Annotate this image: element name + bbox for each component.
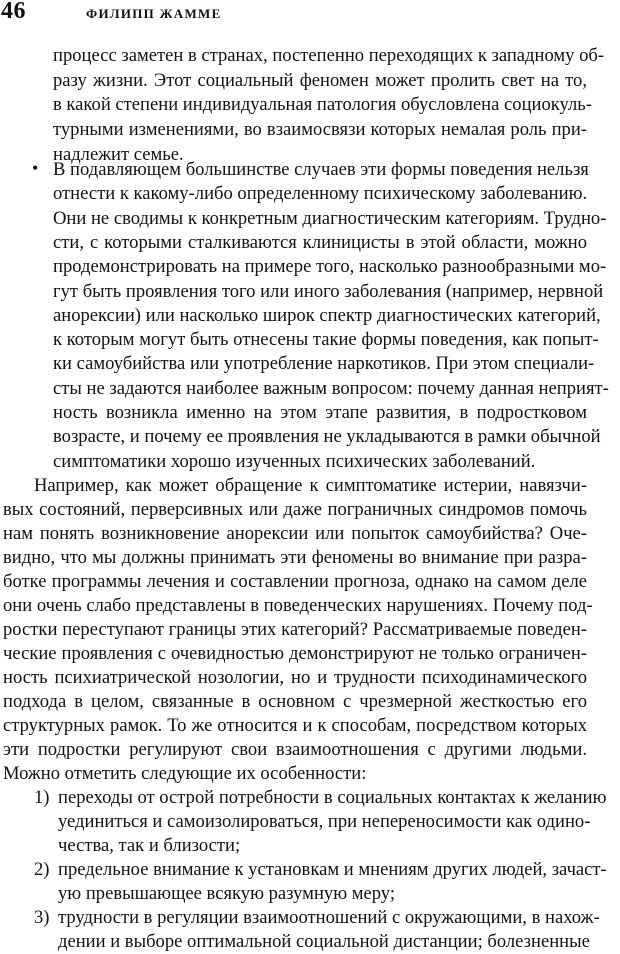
text-line: процесс заметен в странах, постепенно переходящих к западному об- [53,45,605,66]
text-line: надлежит семье. [53,143,184,165]
text-line: сти, с которыми сталкиваются клиницисты в этой области, можно [53,231,587,253]
text-line: подхода в целом, связанные в основном с чрезмерной жесткостью его [3,691,587,712]
text-line: ростки переступают границы этих категорий? Рассматриваемые поведен- [3,619,587,640]
text-line: видно, что мы должны принимать эти феномены во внимание при разра- [3,547,587,568]
bullet-marker: • [32,158,39,178]
text-line: ую превышающее всякую разумную меру; [58,883,396,904]
text-line: нам понять возникновение анорексии или попыток самоубийства? Оче- [3,523,587,544]
text-line: симптоматики хорошо изученных психических заболеваний. [53,450,536,472]
running-head-author: ФИЛИПП ЖАММЕ [86,6,222,21]
list-number: 1) [34,787,50,808]
text-line: к которым могут быть отнесены такие формы поведения, как попыт- [53,329,599,351]
text-line: В подавляющем большинстве случаев эти формы поведения нельзя [53,159,589,180]
text-line: структурных рамок. То же относится и к способам, посредством которых [3,715,587,736]
text-line: чества, так и близости; [58,835,241,856]
text-line: переходы от острой потребности в социальных контактах к желанию [58,787,607,808]
text-line: анорексии) или насколько широк спектр диагностических категорий, [53,304,601,326]
text-line: в какой степени индивидуальная патология обусловлена социокуль- [53,94,592,116]
text-line: предельное внимание к установкам и мнениям других людей, зачаст- [58,859,607,880]
text-line: ность психиатрической нозологии, но и трудности психодинамического [3,667,587,688]
text-line: трудности в регуляции взаимоотношений с окружающими, в нахож- [58,907,600,928]
text-line: ческие проявления с очевидностью демонстрируют не только ограничен- [3,643,587,664]
text-line: сты не задаются наиболее важным вопросом: почему данная неприят- [53,377,609,399]
text-line: турными изменениями, во взаимосвязи которых немалая роль при- [53,119,587,141]
text-line: ность возникла именно на этом этапе развития, в подростковом [53,402,587,423]
page-number: 46 [1,0,26,24]
list-number: 2) [34,859,50,880]
list-number: 3) [34,907,50,928]
text-line: ботке программы лечения и составлении прогноза, однако на самом деле [3,571,587,592]
text-line: вых состояний, перверсивных или даже пограничных синдромов помочь [3,499,587,520]
text-line: Они не сводимы к конкретным диагностическим категориям. Трудно- [53,207,607,229]
text-line: Можно отметить следующие их особенности: [3,763,367,784]
text-line: продемонстрировать на примере того, насколько разнообразными мо- [53,256,607,278]
text-line: они очень слабо представлены в поведенческих нарушениях. Почему под- [3,595,593,616]
text-line: ки самоубийства или употребление наркотиков. При этом специали- [53,353,595,375]
text-line: Например, как может обращение к симптоматике истерии, навязчи- [34,475,587,496]
text-line: уединиться и самоизолироваться, при непереносимости как одино- [58,811,591,832]
text-line: гут быть проявления того или иного заболевания (например, нервной [53,280,604,302]
text-line: отнести к какому-либо определенному психическому заболеванию. [53,183,588,205]
text-line: разу жизни. Этот социальный феномен может пролить свет на то, [53,69,587,91]
text-line: дении и выборе оптимальной социальной дистанции; болезненные [58,931,590,952]
text-line: возрасте, и почему ее проявления не укладываются в рамки обычной [53,426,601,448]
text-line: эти подростки регулируют свои взаимоотношения с другими людьми. [3,739,587,760]
